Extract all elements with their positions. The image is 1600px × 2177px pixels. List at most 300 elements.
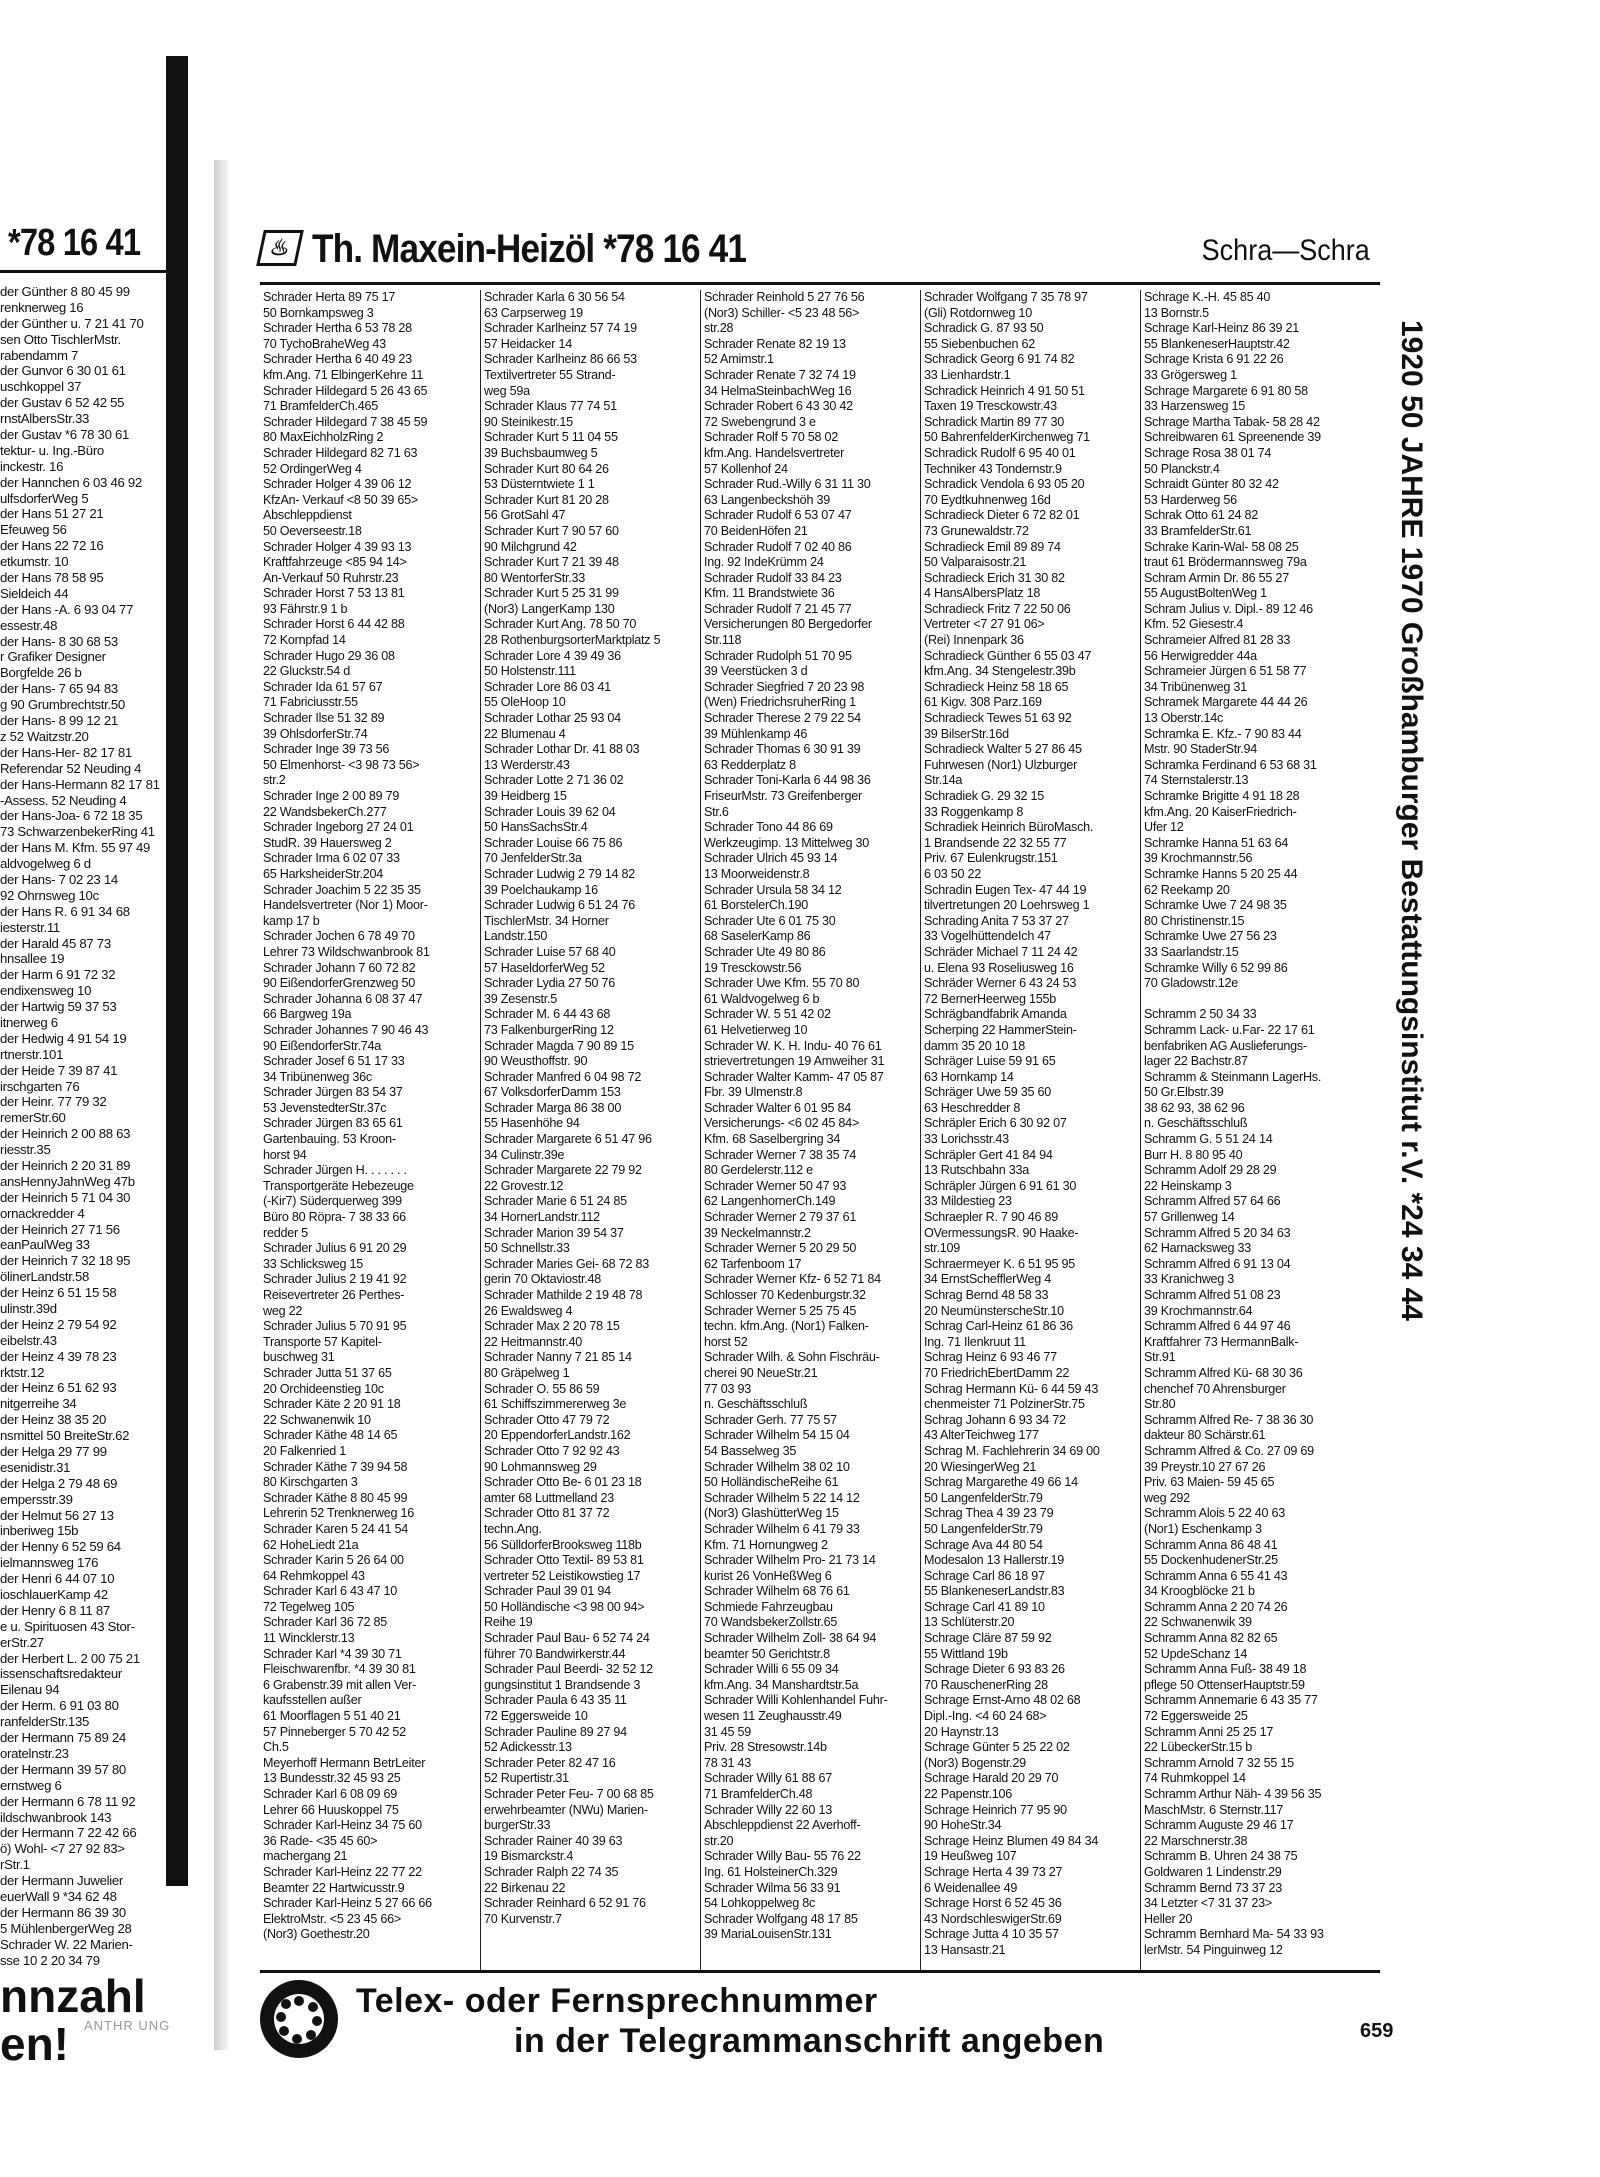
listing-entry: 50 LangenfelderStr.79 [924,1490,1043,1505]
previous-page-entry: etkumstr. 10 [0,554,69,570]
listing-entry: Schramm Bernd 73 37 23 [1144,1880,1283,1895]
listing-entry: 63 Hornkamp 14 [924,1069,1014,1084]
previous-page-entry: ernstweg 6 [0,1777,62,1793]
listing-entry: 73 Grunewaldstr.72 [924,523,1029,538]
listing-entry: 80 Gräpelweg 1 [484,1365,570,1380]
listing-entry: Schrader Kurt Ang. 78 50 70 [484,617,637,632]
listing-entry: Schrader Lore 86 03 41 [484,679,611,694]
previous-page-entry: nitgerreihe 34 [0,1396,77,1412]
listing-entry: Schramm Anna 6 55 41 43 [1144,1568,1288,1583]
previous-page-entry: erStr.27 [0,1634,44,1650]
listing-entry: Schramm Alfred 6 91 13 04 [1144,1256,1291,1271]
previous-page-entry: der Hans- 7 02 23 14 [0,871,118,887]
listing-entry: Heller 20 [1144,1911,1193,1926]
listing-entry: Schrader Robert 6 43 30 42 [704,399,853,414]
listing-entry: 39 Preystr.10 27 67 26 [1144,1459,1266,1474]
listing-entry: Schrage Carl 86 18 97 [924,1568,1045,1583]
listing-entry: Schrader Manfred 6 04 98 72 [484,1069,642,1084]
listing-entry: 80 Gerdelerstr.112 e [704,1163,813,1178]
previous-page-entry: uschkoppel 37 [0,379,82,395]
previous-page-entry: Schrader W. 22 Marien- [0,1936,133,1952]
listing-entry: 39 Neckelmannstr.2 [704,1225,811,1240]
fire-logo-icon: ♨ [256,230,304,266]
listing-entry: Goldwaren 1 Lindenstr.29 [1144,1864,1282,1879]
listing-entry: 34 HornerLandstr.112 [484,1210,600,1225]
listing-entry: 39 Poelchaukamp 16 [484,882,598,897]
previous-page-entry: der Hans-Her- 82 17 81 [0,744,132,760]
listing-entry: MaschMstr. 6 Sternstr.117 [1144,1802,1284,1817]
listing-entry: Schrader Paul Beerdi- 32 52 12 [484,1662,653,1677]
listing-entry: Schrader Karen 5 24 41 54 [263,1521,408,1536]
listing-entry: 1 Brandsende 22 32 55 77 [924,835,1067,850]
listing-entry: weg 292 [1144,1490,1190,1505]
listing-entry: 52 Adickesstr.13 [484,1740,572,1755]
listing-entry: Schrader Otto Be- 6 01 23 18 [484,1475,642,1490]
listing-entry: 50 Holstenstr.111 [484,664,576,679]
previous-page-entry: der Heinz 2 79 54 92 [0,1316,117,1332]
listing-entry: Schrag Margarethe 49 66 14 [924,1475,1078,1490]
listing-entry: Fbr. 39 Ulmenstr.8 [704,1085,803,1100]
listing-entry: Schrader Karl-Heinz 34 75 60 [263,1818,422,1833]
listing-entry: Schrader Hertha 6 53 78 28 [263,321,412,336]
listing-entry: 52 Amimstr.1 [704,352,774,367]
previous-page-entry: g 90 Grumbrechtstr.50 [0,697,125,713]
listing-entry: Kfm. 11 Brandstwiete 36 [704,586,835,601]
listing-entry: 52 UpdeSchanz 14 [1144,1646,1248,1661]
listing-entry: 39 Krochmannstr.56 [1144,851,1253,866]
previous-page-entry: -Assess. 52 Neuding 4 [0,792,127,808]
telephone-dial-icon [260,1980,338,2058]
listing-entry: Schraermeyer K. 6 51 95 95 [924,1256,1076,1271]
previous-page-entry: endixensweg 10 [0,983,92,999]
listing-entry: 50 BahrenfelderKirchenweg 71 [924,430,1090,445]
listing-entry: Schradick Vendola 6 93 05 20 [924,477,1085,492]
listing-entry: Schrameier Alfred 81 28 33 [1144,633,1291,648]
dial-hole [306,2030,316,2040]
previous-page-entry: der Heinz 6 51 15 58 [0,1285,117,1301]
margin-advertisement-text: 1920 50 JAHRE 1970 Großhamburger Bestattungsinstitut r.V. *24 34 44 [1395,320,1428,1321]
listing-entry: Schradiek G. 29 32 15 [924,789,1045,803]
previous-page-entry: rtnerstr.101 [0,1046,64,1062]
page-number: 659 [1360,2020,1394,2042]
listing-column-3 [700,290,911,1970]
listing-entry: Schrader Lore 4 39 49 36 [484,648,621,663]
listing-entry: Werkzeugimp. 13 Mittelweg 30 [704,835,869,850]
listing-entry: Schrader W. K. H. Indu- 40 76 61 [704,1038,882,1053]
listing-entry: Schrader Herta 89 75 17 [263,290,396,304]
listing-entry: Schradieck Walter 5 27 86 45 [924,742,1082,757]
listing-entry: vertreter 52 Leistikowstieg 17 [484,1568,641,1583]
previous-page-entry: der Hermann Juwelier [0,1873,123,1889]
listing-entry: (Wen) FriedrichsruherRing 1 [704,695,856,710]
listing-entry: 70 JenfelderStr.3a [484,851,582,866]
listing-entry: Schrader Rolf 5 70 58 02 [704,430,839,445]
listing-entry: Schrader Hildegard 5 26 43 65 [263,383,428,398]
listing-entry: 22 WandsbekerCh.277 [263,804,387,819]
listing-entry: 72 Kornpfad 14 [263,633,346,648]
listing-entry: 50 HansSachsStr.4 [484,820,588,835]
listing-entry: FriseurMstr. 73 Greifenberger [704,789,862,803]
header-rule [260,282,1380,285]
listing-entry: Schrader Wilh. & Sohn Fischräu- [704,1350,880,1365]
listing-entry: 57 Grillenweg 14 [1144,1210,1235,1225]
listing-entry: 39 OhlsdorferStr.74 [263,726,368,741]
listing-entry: Schrader Julius 5 70 91 95 [263,1319,407,1334]
listing-entry: Schrader Joachim 5 22 35 35 [263,882,421,897]
listing-entry: 71 BramfelderCh.465 [263,399,378,414]
listing-entry: Reihe 19 [484,1615,533,1630]
listing-entry: weg 22 [263,1303,303,1318]
previous-page-entry: tektur- u. Ing.-Büro [0,442,104,458]
previous-page-entry: der Heinrich 2 20 31 89 [0,1157,131,1173]
listing-entry: 90 EißendorferStr.74a [263,1038,381,1053]
listing-entry: 55 DockenhudenerStr.25 [1144,1553,1278,1568]
previous-page-entry: der Hans-Hermann 82 17 81 [0,776,160,792]
listing-entry: 6 03 50 22 [924,866,982,881]
previous-page-entry: inberiweg 15b [0,1523,79,1539]
listing-entry: Schradick G. 87 93 50 [924,321,1044,336]
listing-entry: 22 Grovestr.12 [484,1178,564,1193]
listing-entry: 20 NeumünsterscheStr.10 [924,1303,1064,1318]
listing-entry: Schramm Anna 86 48 41 [1144,1537,1278,1552]
listing-entry: Schrader Willy Bau- 55 76 22 [704,1849,861,1864]
listing-entry: Mstr. 90 StaderStr.94 [1144,742,1258,757]
previous-page-entry: Efeuweg 56 [0,522,67,538]
listing-entry: Schrader Marga 86 38 00 [484,1100,622,1115]
listing-entry: 55 Siebenbuchen 62 [924,336,1036,351]
listing-entry: Schrader Jürgen 83 54 37 [263,1085,403,1100]
listing-entry: Schrader Otto 7 92 92 43 [484,1443,620,1458]
listing-entry: Schramm 2 50 34 33 [1144,1007,1257,1022]
listing-entry: Schrader Hertha 6 40 49 23 [263,352,412,367]
listing-entry: 72 Tegelweg 105 [263,1599,355,1614]
previous-page-entry: der Heinrich 5 71 04 30 [0,1189,131,1205]
listing-entry: (Nor1) Eschenkamp 3 [1144,1521,1262,1536]
listing-entry: buschweg 31 [263,1350,335,1365]
listing-entry: Schrader Kurt 7 21 39 48 [484,555,619,570]
listing-entry: 33 Saarlandstr.15 [1144,944,1239,959]
previous-page-entry: z 52 Waitzstr.20 [0,728,89,744]
listing-entry: Schrader Wolfgang 7 35 78 97 [924,290,1088,304]
listing-entry: 72 Eggersweide 25 [1144,1709,1248,1724]
listing-entry: Schrader Tono 44 86 69 [704,820,833,835]
listing-entry: Schräger Luise 59 91 65 [924,1054,1056,1069]
listing-entry: 57 Heidacker 14 [484,336,572,351]
listing-entry: Schrader Inge 2 00 89 79 [263,789,400,803]
listing-entry: 43 NordschleswigerStr.69 [924,1911,1062,1926]
listing-entry: Schrader Rudolph 51 70 95 [704,648,852,663]
listing-entry: Schrader Holger 4 39 93 13 [263,539,412,554]
previous-page-entry: der Heinrich 7 32 18 95 [0,1253,131,1269]
previous-page-entry: der Helmut 56 27 13 [0,1507,114,1523]
listing-entry: tilvertretungen 20 Loehrsweg 1 [924,898,1090,913]
listing-entry: 70 Kurvenstr.7 [484,1911,562,1926]
listing-entry: Schramke Hanns 5 20 25 44 [1144,866,1298,881]
listing-entry: Schrader Lothar Dr. 41 88 03 [484,742,640,757]
listing-entry: 6 Weidenallee 49 [924,1880,1018,1895]
listing-entry: 55 Wittland 19b [924,1646,1008,1661]
listing-entry: 33 Grögersweg 1 [1144,367,1237,382]
listing-entry: 61 Waldvogelweg 6 b [704,991,820,1006]
listing-entry: gerin 70 Oktaviostr.48 [484,1272,602,1287]
listing-entry: Schrage Ernst-Arno 48 02 68 [924,1693,1081,1708]
previous-page-entry: der Günther u. 7 21 41 70 [0,315,144,331]
listing-entry: 50 Valparaisostr.21 [924,555,1027,570]
listing-entry: TischlerMstr. 34 Horner [484,913,609,928]
previous-page-entry: 73 SchwarzenbekerRing 41 [0,824,155,840]
listing-entry: 33 Harzensweg 15 [1144,399,1246,414]
previous-page-entry: ornackredder 4 [0,1205,85,1221]
listing-entry: Schlosser 70 Kedenburgstr.32 [704,1288,866,1302]
previous-page-ghost-text: ANTHR UNG [84,2018,171,2033]
listing-entry: 34 Tribünenweg 31 [1144,679,1247,694]
listing-entry: 50 Schnellstr.33 [484,1241,570,1256]
listing-entry: Schramm Alfred 57 64 66 [1144,1194,1281,1209]
listing-entry: Schramm Anna 82 82 65 [1144,1631,1278,1646]
listing-entry: Schrader Walter 6 01 95 84 [704,1100,852,1115]
listing-entry: 70 FriedrichEbertDamm 22 [924,1365,1070,1380]
listing-entry: Schrader Paul 39 01 94 [484,1584,611,1599]
listing-entry: 65 HarksheiderStr.204 [263,866,384,881]
previous-page-entry: inckestr. 16 [0,458,64,474]
listing-entry: 33 Kranichweg 3 [1144,1272,1235,1287]
dial-hole [281,1999,291,2009]
listing-entry: Schrader Ursula 58 34 12 [704,882,842,897]
listing-entry: Schrader Josef 6 51 17 33 [263,1054,405,1069]
listing-entry: Schramm Alfred 51 08 23 [1144,1288,1281,1302]
previous-page-entry: essestr.48 [0,617,58,633]
listing-entry: kfm.Ang. 34 Manshardtstr.5a [704,1677,859,1692]
listing-entry: 33 Lorichsstr.43 [924,1132,1009,1147]
previous-page-entry: der Heinz 4 39 78 23 [0,1348,117,1364]
listing-entry: kfm.Ang. 71 ElbingerKehre 11 [263,367,424,382]
listing-entry: Schrader Jürgen H. . . . . . . [263,1163,407,1178]
listing-entry: 66 Bargweg 19a [263,1007,352,1022]
listing-entry: (Nor3) Bogenstr.29 [924,1755,1026,1770]
listing-entry: Schramm Anni 25 25 17 [1144,1724,1274,1739]
previous-page-banner [0,1972,172,2068]
listing-entry: horst 52 [704,1334,748,1349]
margin-advertisement [1392,320,1432,1880]
listing-entry: Schramke Uwe 7 24 98 35 [1144,898,1287,913]
listing-entry: Schrader Rudolf 7 02 40 86 [704,539,852,554]
listing-entry: Schrage Harald 20 29 70 [924,1771,1059,1786]
listing-entry: Schrader Paula 6 43 35 11 [484,1693,627,1708]
previous-page-entry: ulfsdorferWeg 5 [0,490,89,506]
listing-entry: StudR. 39 Hauersweg 2 [263,835,392,850]
previous-page-entry: remerStr.60 [0,1110,66,1126]
listing-entry: techn. kfm.Ang. (Nor1) Falken- [704,1319,869,1334]
listing-entry: 33 Mildestieg 23 [924,1194,1012,1209]
listing-entry: 50 Planckstr.4 [1144,461,1220,476]
listing-entry: Schrage Martha Tabak- 58 28 42 [1144,414,1320,429]
previous-page-entry: ansHennyJahnWeg 47b [0,1173,135,1189]
previous-page-entry: der Harm 6 91 72 32 [0,967,116,983]
listing-entry: wesen 11 Zeughausstr.49 [704,1709,842,1724]
listing-entry: redder 5 [263,1225,308,1240]
listing-entry: Vertreter <7 27 91 06> [924,617,1045,632]
listing-entry: Meyerhoff Hermann BetrLeiter [263,1755,426,1770]
listing-entry: 54 Basselweg 35 [704,1443,797,1458]
listing-entry: 56 SülldorferBrooksweg 118b [484,1537,642,1552]
listing-entry: (Nor3) Goethestr.20 [263,1927,370,1942]
listing-entry: Schrader Uwe Kfm. 55 70 80 [704,976,860,991]
previous-page-entry: ioschlauerKamp 42 [0,1587,108,1603]
listing-entry: 54 Lohkoppelweg 8c [704,1896,816,1911]
previous-page-entry: 5 MühlenbergerWeg 28 [0,1920,132,1936]
listing-entry: Schrage Cläre 87 59 92 [924,1631,1052,1646]
previous-page-entry: r Grafiker Designer [0,649,106,665]
listing-entry: Schramm Alfred & Co. 27 09 69 [1144,1443,1314,1458]
listing-entry: Schradin Eugen Tex- 47 44 19 [924,882,1087,897]
listing-entry: Schramke Uwe 27 56 23 [1144,929,1277,944]
dial-face [274,1994,324,2044]
listing-entry: 20 Orchideenstieg 10c [263,1381,384,1396]
previous-page-entry: der Hermann 75 89 24 [0,1730,126,1746]
listing-entry: Schrader Ilse 51 32 89 [263,711,385,726]
listing-entry: Schrader Karl 6 08 09 69 [263,1787,398,1801]
listing-entry: 36 Rade- <35 45 60> [263,1833,378,1848]
listing-entry: 55 Hasenhöhe 94 [484,1116,580,1131]
listing-entry: Lehrer 66 Huuskoppel 75 [263,1802,399,1817]
listing-entry: 78 31 43 [704,1755,752,1770]
listing-entry: 56 Herwigredder 44a [1144,648,1257,663]
listing-entry: Schradieck Dieter 6 72 82 01 [924,508,1080,523]
listing-entry: Schrader Pauline 89 27 94 [484,1724,627,1739]
listing-entry: Schrage Günter 5 25 22 02 [924,1740,1070,1755]
previous-page-entry: der Hans 78 58 95 [0,570,104,586]
listing-entry: Schrader Willy 22 60 13 [704,1802,832,1817]
listing-entry: Schrader Peter Feu- 7 00 68 85 [484,1787,654,1801]
listing-entry: 13 Bornstr.5 [1144,305,1209,320]
listing-entry: 73 FalkenburgerRing 12 [484,1022,614,1037]
listing-entry: u. Elena 93 Roseliusweg 16 [924,960,1074,975]
listing-entry: Schrader Maries Gei- 68 72 83 [484,1256,649,1271]
listing-entry: Schrader Kurt 81 20 28 [484,492,609,507]
listing-entry: 53 Harderweg 56 [1144,492,1237,507]
listing-entry: str.109 [924,1241,961,1256]
previous-page-entry: der Henri 6 44 07 10 [0,1571,115,1587]
listing-entry: 13 Schlüterstr.20 [924,1615,1015,1630]
listing-entry: Schrader Willi 6 55 09 34 [704,1662,839,1677]
listing-entry: Schrader Ludwig 2 79 14 82 [484,866,636,881]
listing-entry: Schrader Karl-Heinz 5 27 66 66 [263,1896,432,1911]
listing-entry: Landstr.150 [484,929,548,944]
previous-page-entry: der Hartwig 59 37 53 [0,999,117,1015]
listing-entry: Str.14a [924,773,963,788]
listing-entry: Priv. 67 Eulenkrugstr.151 [924,851,1058,866]
listing-entry: weg 59a [484,383,530,398]
listing-entry: 34 Culinstr.39e [484,1147,565,1162]
previous-page-entry: Sieldeich 44 [0,585,69,601]
previous-page-entry: der Hans -A. 6 93 04 77 [0,601,134,617]
listing-entry: pflege 50 OttenserHauptstr.59 [1144,1677,1305,1692]
previous-page-entry: oratelnstr.23 [0,1745,69,1761]
listing-entry: Ing. 92 IndeKrümm 24 [704,555,824,570]
listing-entry: Schramm Alfred 5 20 34 63 [1144,1225,1291,1240]
listing-entry: 55 OleHoop 10 [484,695,566,710]
listing-entry: 80 Christinenstr.15 [1144,913,1245,928]
listing-entry: Schramm G. 5 51 24 14 [1144,1132,1273,1147]
listing-entry: Schräpler Erich 6 30 92 07 [924,1116,1067,1131]
listing-entry: 33 BramfelderStr.61 [1144,523,1252,538]
listing-entry: 50 Holländische <3 98 00 94> [484,1599,645,1614]
listing-entry: 33 Roggenkamp 8 [924,804,1024,819]
listing-entry: Techniker 43 Tondernstr.9 [924,461,1062,476]
listing-entry: 20 Falkenried 1 [263,1443,347,1458]
listing-entry: 62 Tarfenboom 17 [704,1256,802,1271]
previous-page-entry: der Hans M. Kfm. 55 97 49 [0,840,151,856]
listing-entry [1141,992,1351,1008]
listing-entry: Schramka Ferdinand 6 53 68 31 [1144,757,1317,772]
listing-entry: 72 Swebengrund 3 e [704,414,816,429]
previous-page-entry: der Heinz 38 35 20 [0,1412,107,1428]
previous-page-entry: der Hans R. 6 91 34 68 [0,903,130,919]
listing-entry: Schrader Wilhelm 38 02 10 [704,1459,850,1474]
listing-entry: Ing. 61 HolsteinerCh.329 [704,1864,838,1879]
listing-entry: 39 BilserStr.16d [924,726,1009,741]
listing-entry: 22 Papenstr.106 [924,1787,1012,1801]
listing-entry: Schrader Willy 61 88 67 [704,1771,832,1786]
listing-entry: 72 Eggersweide 10 [484,1709,588,1724]
previous-page-entry: der Harald 45 87 73 [0,935,111,951]
listing-entry: Schrage Horst 6 52 45 36 [924,1896,1062,1911]
listing-entry: Schradieck Erich 31 30 82 [924,570,1065,585]
listing-entry: str.20 [704,1833,734,1848]
listing-entry: Schramke Hanna 51 63 64 [1144,835,1289,850]
previous-page-entry: irschgarten 76 [0,1078,80,1094]
listing-entry: 90 Steinikestr.15 [484,414,573,429]
listing-entry: Schramm Arthur Näh- 4 39 56 35 [1144,1787,1322,1801]
listing-entry: 28 RothenburgsorterMarktplatz 5 [484,633,661,648]
listing-entry: Schrake Karin-Wal- 58 08 25 [1144,539,1299,554]
listing-entry: Schrader Rudolf 6 53 07 47 [704,508,852,523]
listing-entry: Schramke Willy 6 52 99 86 [1144,960,1288,975]
listing-column-2 [480,290,691,1970]
previous-page-entry: der Hans- 8 30 68 53 [0,633,118,649]
listing-entry: Schrader M. 6 44 43 68 [484,1007,611,1022]
listing-entry: 20 EppendorferLandstr.162 [484,1428,631,1443]
listing-entry: Schrader Magda 7 90 89 15 [484,1038,634,1053]
listing-entry: 39 Buchsbaumweg 5 [484,445,598,460]
listing-entry: Schrader Reinhold 5 27 76 56 [704,290,865,304]
listing-entry: Schrage Margarete 6 91 80 58 [1144,383,1308,398]
listing-entry: Schrader Ingeborg 27 24 01 [263,820,414,835]
listing-entry: 33 Lienhardstr.1 [924,367,1011,382]
listing-entry: str.2 [263,773,286,788]
page-header [260,226,1370,278]
listing-entry: 90 Lohmannsweg 29 [484,1459,597,1474]
listing-entry: Schrage Heinrich 77 95 90 [924,1802,1067,1817]
listing-entry: Schrader Ralph 22 74 35 [484,1864,619,1879]
listing-entry: 52 Rupertistr.31 [484,1771,569,1786]
previous-page-entry: Referendar 52 Neuding 4 [0,760,142,776]
listing-entry: 55 BlankeneserHauptstr.42 [1144,336,1290,351]
listing-entry: 22 Schwanenwik 10 [263,1412,371,1427]
previous-page-entry: ranfelderStr.135 [0,1714,90,1730]
previous-page-entry: sen Otto TischlerMstr. [0,331,121,347]
listing-entry: 33 VogelhüttendeIch 47 [924,929,1051,944]
listing-entry: Schrader Lothar 25 93 04 [484,711,621,726]
listing-entry: 22 LübeckerStr.15 b [1144,1740,1252,1755]
listing-entry: Schräger Uwe 59 35 60 [924,1085,1052,1100]
listing-entry: 61 Kigv. 308 Parz.169 [924,695,1042,710]
listing-entry: Schrag M. Fachlehrerin 34 69 00 [924,1443,1100,1458]
previous-page-entry: der Heide 7 39 87 41 [0,1062,118,1078]
listing-entry: 22 Gluckstr.54 d [263,664,351,679]
listing-entry: 19 Tresckowstr.56 [704,960,802,975]
listing-entry: 19 Heußweg 107 [924,1849,1017,1864]
